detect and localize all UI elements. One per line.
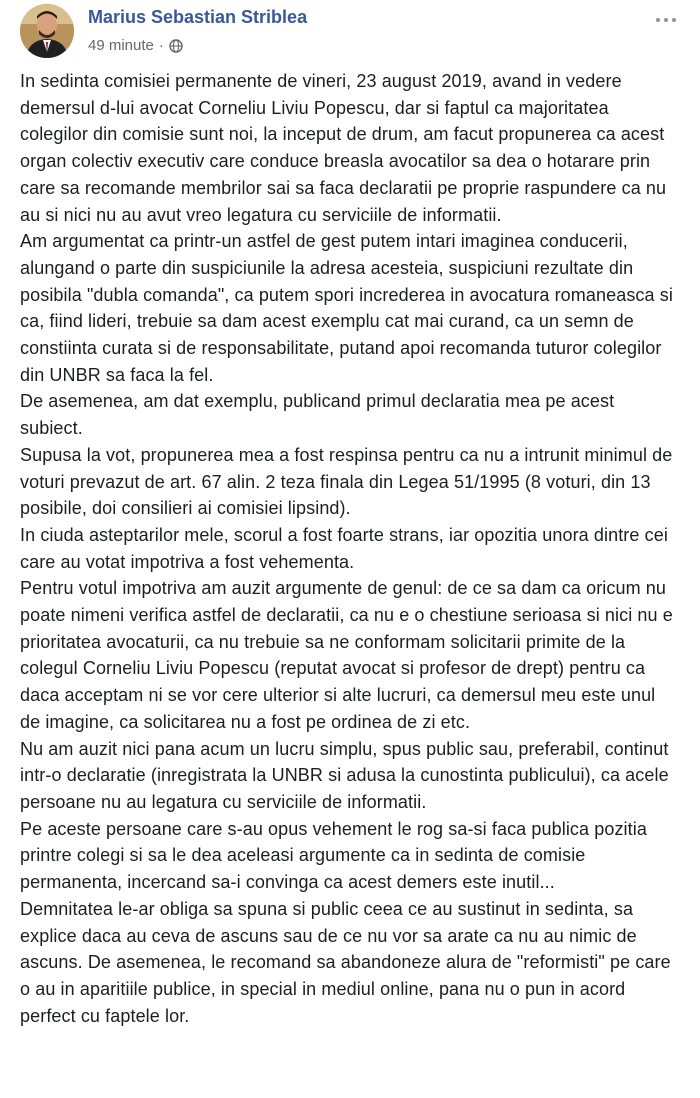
post-paragraph: Nu am auzit nici pana acum un lucru simplu, spus public sau, preferabil, continut intr-o declaratie (inregistrata la UNBR si adusa la cunostinta publicului), ca acele persoane nu au legatura cu serviciile de informatii.: [20, 738, 669, 812]
more-options-icon[interactable]: [652, 12, 680, 28]
post-paragraph: Supusa la vot, propunerea mea a fost respinsa pentru ca nu a intrunit minimul de voturi prevazut de art. 67 alin. 2 teza finala din Legea 51/1995 (8 voturi, din 13 posibile, doi consilieri ai comisiei lipsind).: [20, 444, 673, 519]
post-paragraph: Pe aceste persoane care s-au opus vehement le rog sa-si faca publica pozitia printre colegi si sa le dea aceleasi argumente ca in sedinta de comisie permanenta, incercand sa-i convinga ca acest demers este inutil...: [20, 818, 647, 893]
post-timestamp[interactable]: 49 minute: [88, 37, 154, 54]
post-paragraph: Demnitatea le-ar obliga sa spuna si public ceea ce au sustinut in sedinta, sa explice daca au ceva de ascuns sau de ce nu vor sa arate ca nu au nimic de ascuns. De asemenea, le recomand sa abandoneze alura de "reformisti" pe care o au in aparitiile publice, in special in mediul online, pana nu o pun in acord perfect cu faptele lor.: [20, 898, 671, 1026]
post-body: [20, 68, 680, 1029]
author-name[interactable]: Marius Sebastian Striblea: [88, 7, 308, 27]
post-paragraph: De asemenea, am dat exemplu, publicand primul declaratia mea pe acest subiect.: [20, 391, 615, 439]
more-dot: [656, 18, 660, 22]
post-paragraph: Am argumentat ca printr-un astfel de gest putem intari imaginea conducerii, alungand o parte din suspiciunile la adresa acesteia, suspiciuni rezultate din posibila "dubla comanda", ca putem spori increderea in avocatura romaneasca si ca, fiind lideri, trebuie sa dam acest exemplu cat mai curand, ca un semn de constiinta curata si de responsabilitate, putand apoi recomanda tuturor colegilor din UNBR sa faca la fel.: [20, 231, 673, 385]
globe-icon[interactable]: [169, 39, 183, 53]
post-paragraph: Pentru votul impotriva am auzit argumente de genul: de ce sa dam ca oricum nu poate nimeni verifica astfel de declaratii, ca nu e o chestiune serioasa si nici nu e prioritatea avocaturii, ca nu trebuie sa ne conformam solicitarii primite de la colegul Corneliu Liviu Popescu (reputat avocat si profesor de drept) pentru ca daca acceptam ni se vor cere ulterior si alte lucruri, ca demersul meu este unul de imagine, ca solicitarea nu a fost pe ordinea de zi etc.: [20, 578, 673, 732]
more-dot: [664, 18, 668, 22]
post-header: [20, 4, 680, 60]
post-paragraph: In ciuda asteptarilor mele, scorul a fost foarte strans, iar opozitia unora dintre cei care au votat impotriva a fost vehementa.: [20, 524, 668, 572]
meta-separator: ·: [158, 37, 164, 54]
avatar-photo: [20, 4, 74, 58]
post-meta: [88, 37, 183, 54]
avatar[interactable]: [20, 4, 74, 58]
more-dot: [672, 18, 676, 22]
post-paragraph: In sedinta comisiei permanente de vineri, 23 august 2019, avand in vedere demersul d-lui avocat Corneliu Liviu Popescu, dar si faptul ca majoritatea colegilor din comisie sunt noi, la inceput de drum, am facut propunerea ca acest organ colectiv executiv care conduce breasla avocatilor sa dea o hotarare prin care sa recomande membrilor sai sa faca declaratii pe proprie raspundere ca nu au si nici nu au avut vreo legatura cu serviciile de informatii.: [20, 71, 667, 225]
